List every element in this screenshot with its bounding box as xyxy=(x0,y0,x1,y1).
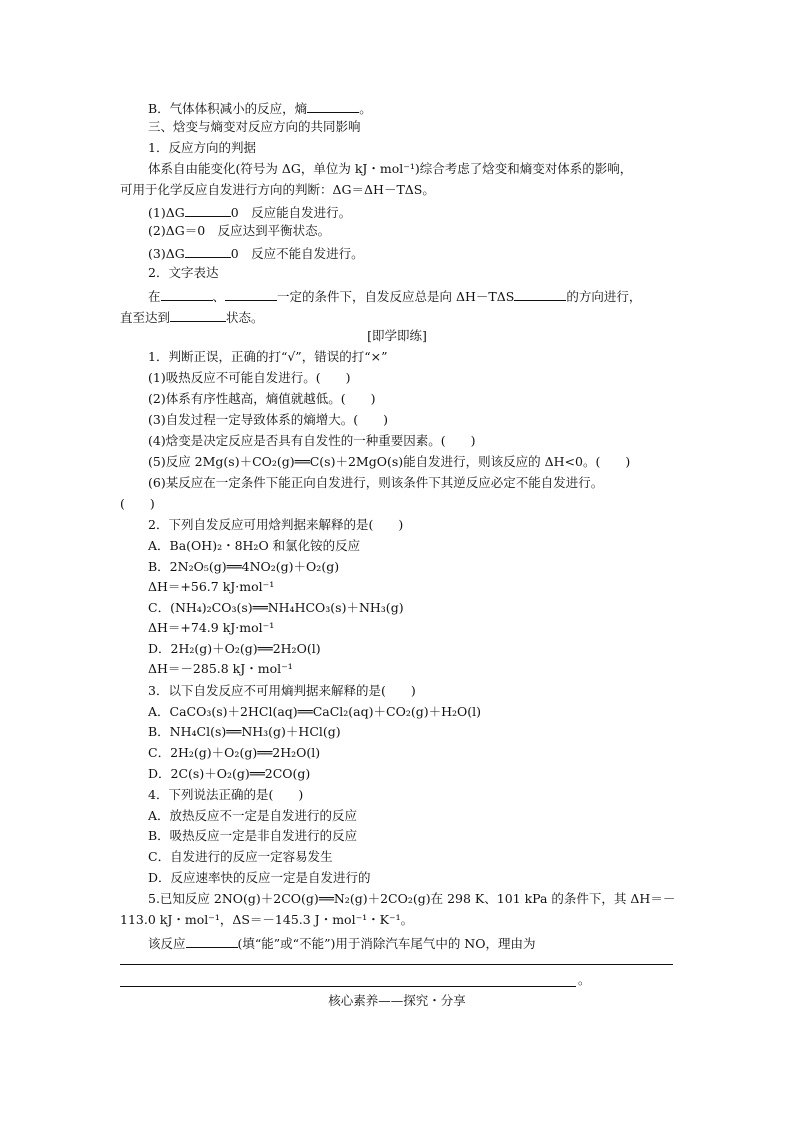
fill-blank[interactable] xyxy=(170,308,226,322)
section-3-title: 三、焓变与熵变对反应方向的共同影响 xyxy=(148,119,361,134)
question-1-item-6-bracket: ( ) xyxy=(120,496,155,511)
question-3-option-b: B．NH₄Cl(s)══NH₃(g)＋HCl(g) xyxy=(148,724,341,739)
answer-end-mark: 。 xyxy=(578,972,591,987)
paragraph-1b: 可用于化学反应自发进行方向的判断：ΔG＝ΔH－TΔS。 xyxy=(120,182,435,197)
criterion-3: (3)ΔG 0 反应不能自发进行。 xyxy=(148,246,364,261)
question-2-option-d-enthalpy: ΔH＝－285.8 kJ・mol⁻¹ xyxy=(148,661,293,676)
fill-blank[interactable] xyxy=(185,203,231,217)
subheading-1: 1．反应方向的判据 xyxy=(148,140,256,155)
question-2-option-b-enthalpy: ΔH＝+56.7 kJ·mol⁻¹ xyxy=(148,579,275,594)
question-1-item-5: (5)反应 2Mg(s)＋CO₂(g)══C(s)＋2MgO(s)能自发进行，则该反应的 ΔH<0。( ) xyxy=(148,454,631,469)
answer-line[interactable] xyxy=(120,986,576,987)
paragraph-1a: 体系自由能变化(符号为 ΔG，单位为 kJ・mol⁻¹)综合考虑了焓变和熵变对体系的影响， xyxy=(148,161,633,176)
question-4-option-a: A．放热反应不一定是自发进行的反应 xyxy=(148,808,358,823)
question-3: 3．以下自发反应不可用熵判据来解释的是( ) xyxy=(148,683,416,698)
question-1: 1．判断正误，正确的打“√”，错误的打“×” xyxy=(148,349,388,364)
footer-heading: 核心素养——探究・分享 xyxy=(328,993,466,1008)
question-5-line-2: 113.0 kJ・mol⁻¹，ΔS＝－145.3 J・mol⁻¹・K⁻¹。 xyxy=(120,912,414,927)
answer-line[interactable] xyxy=(120,964,673,965)
question-2: 2．下列自发反应可用焓判据来解释的是( ) xyxy=(148,517,404,532)
fill-blank[interactable] xyxy=(186,934,238,948)
criterion-2: (2)ΔG＝0 反应达到平衡状态。 xyxy=(148,223,331,238)
line-b-entropy: B．气体体积减小的反应，熵 。 xyxy=(148,101,372,116)
fill-blank[interactable] xyxy=(161,287,213,301)
criterion-1: (1)ΔG 0 反应能自发进行。 xyxy=(148,205,352,220)
question-4-option-d: D．反应速率快的反应一定是自发进行的 xyxy=(148,870,371,885)
question-3-option-d: D．2C(s)＋O₂(g)══2CO(g) xyxy=(148,766,311,781)
question-3-option-a: A．CaCO₃(s)＋2HCl(aq)══CaCl₂(aq)＋CO₂(g)＋H₂O(l) xyxy=(148,704,481,719)
question-1-item-3: (3)自发过程一定导致体系的熵增大。( ) xyxy=(148,412,388,427)
fill-blank[interactable] xyxy=(185,244,231,258)
question-5-line-1: 5.已知反应 2NO(g)＋2CO(g)══N₂(g)＋2CO₂(g)在 298 K、101 kPa 的条件下，其 ΔH＝－ xyxy=(148,891,676,906)
fill-blank[interactable] xyxy=(307,99,359,113)
question-1-item-4: (4)焓变是决定反应是否具有自发性的一种重要因素。( ) xyxy=(148,433,476,448)
question-4: 4．下列说法正确的是( ) xyxy=(148,787,304,802)
question-2-option-c-enthalpy: ΔH＝+74.9 kJ·mol⁻¹ xyxy=(148,620,275,635)
fill-blank[interactable] xyxy=(514,287,566,301)
question-2-option-d: D．2H₂(g)＋O₂(g)══2H₂O(l) xyxy=(148,641,321,656)
question-2-option-b: B．2N₂O₅(g)══4NO₂(g)＋O₂(g) xyxy=(148,559,340,574)
question-5-line-3: 该反应 (填“能”或“不能”)用于消除汽车尾气中的 NO，理由为 xyxy=(148,936,536,951)
question-4-option-c: C．自发进行的反应一定容易发生 xyxy=(148,849,333,864)
paragraph-2b: 直至达到 状态。 xyxy=(120,310,264,325)
paragraph-2a: 在 、 一定的条件下，自发反应总是向 ΔH－TΔS 的方向进行， xyxy=(148,289,642,304)
question-1-item-1: (1)吸热反应不可能自发进行。( ) xyxy=(148,370,351,385)
question-2-option-c: C．(NH₄)₂CO₃(s)══NH₄HCO₃(s)＋NH₃(g) xyxy=(148,600,404,615)
question-1-item-2: (2)体系有序性越高，熵值就越低。( ) xyxy=(148,391,376,406)
question-1-item-6: (6)某反应在一定条件下能正向自发进行，则该条件下其逆反应必定不能自发进行。 xyxy=(148,475,604,490)
practice-title: [即学即练] xyxy=(367,328,427,343)
question-4-option-b: B．吸热反应一定是非自发进行的反应 xyxy=(148,828,358,843)
question-3-option-c: C．2H₂(g)＋O₂(g)══2H₂O(l) xyxy=(148,745,321,760)
fill-blank[interactable] xyxy=(225,287,277,301)
question-2-option-a: A．Ba(OH)₂・8H₂O 和氯化铵的反应 xyxy=(148,538,361,553)
subheading-2: 2．文字表达 xyxy=(148,265,219,280)
